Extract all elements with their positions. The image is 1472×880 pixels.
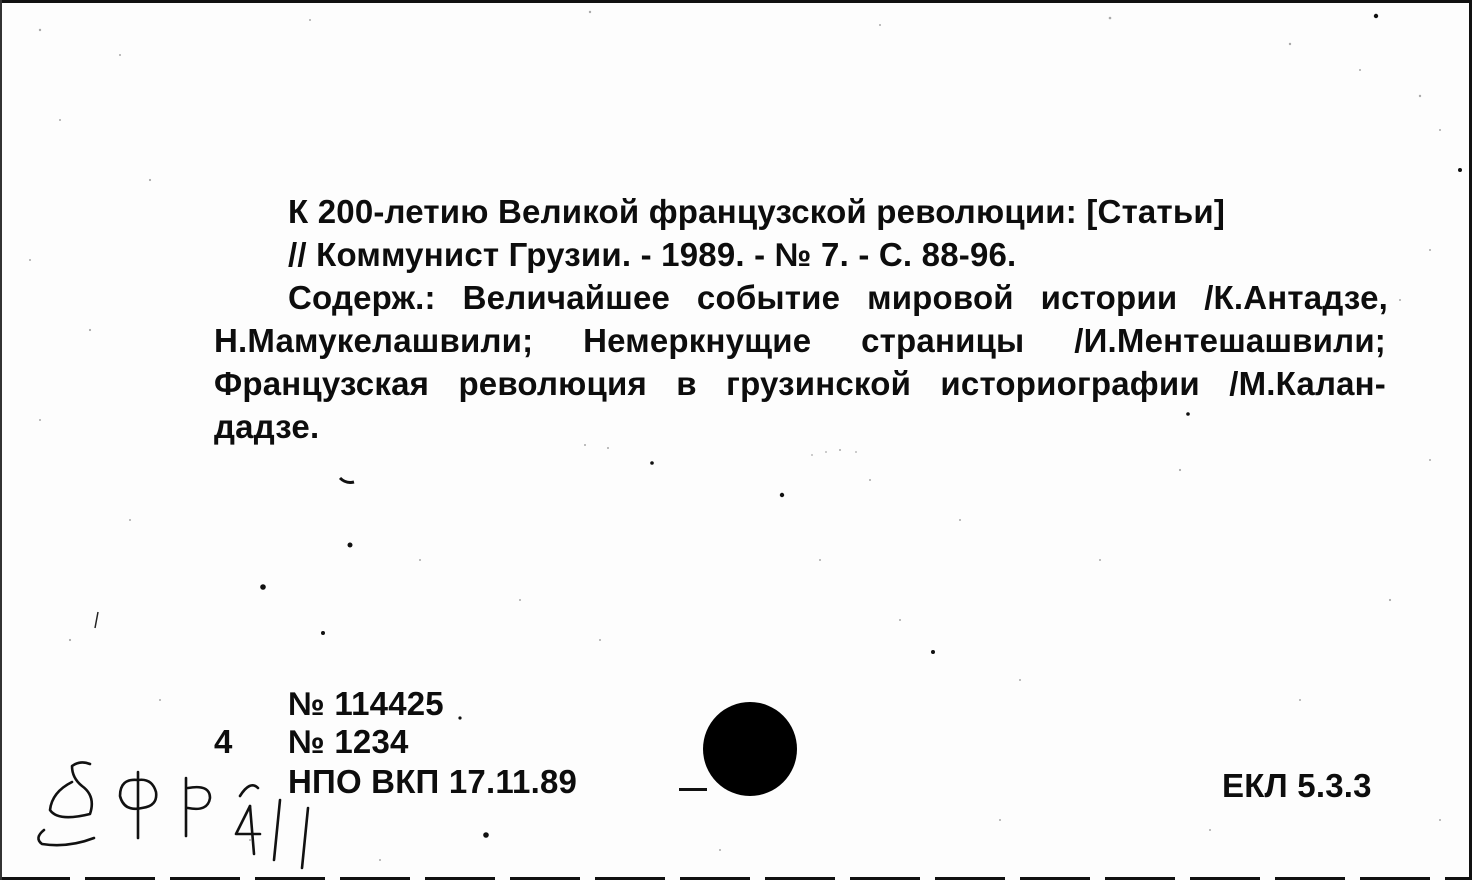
copies-count: 4 <box>214 723 233 760</box>
inventory-number-1: № 114425 <box>288 685 444 722</box>
card-title-line: К 200-летию Великой французской революции: [Статьи] <box>288 193 1226 230</box>
card-top-edge <box>0 0 1472 3</box>
classification-index: ЕКЛ 5.3.3 <box>1222 767 1372 804</box>
punch-hole <box>703 702 797 796</box>
card-contents-line-3: Французская революция в грузинской историографии /М.Калан- <box>214 365 1386 402</box>
inventory-number-2: № 1234 <box>288 723 409 760</box>
handwritten-shelfmark <box>38 762 308 868</box>
card-contents-line-1: Содерж.: Величайшее событие мировой истории /К.Антадзе, <box>288 279 1388 316</box>
card-contents-line-2: Н.Мамукелашвили; Немеркнущие страницы /И.Ментешашвили; <box>214 322 1386 359</box>
card-left-edge <box>0 0 2 880</box>
dash-mark <box>679 788 707 791</box>
card-contents-line-4: дадзе. <box>214 408 320 445</box>
source-stamp: НПО ВКП 17.11.89 <box>288 763 578 800</box>
card-source-line: // Коммунист Грузии. - 1989. - № 7. - С. 88-96. <box>288 236 1017 273</box>
